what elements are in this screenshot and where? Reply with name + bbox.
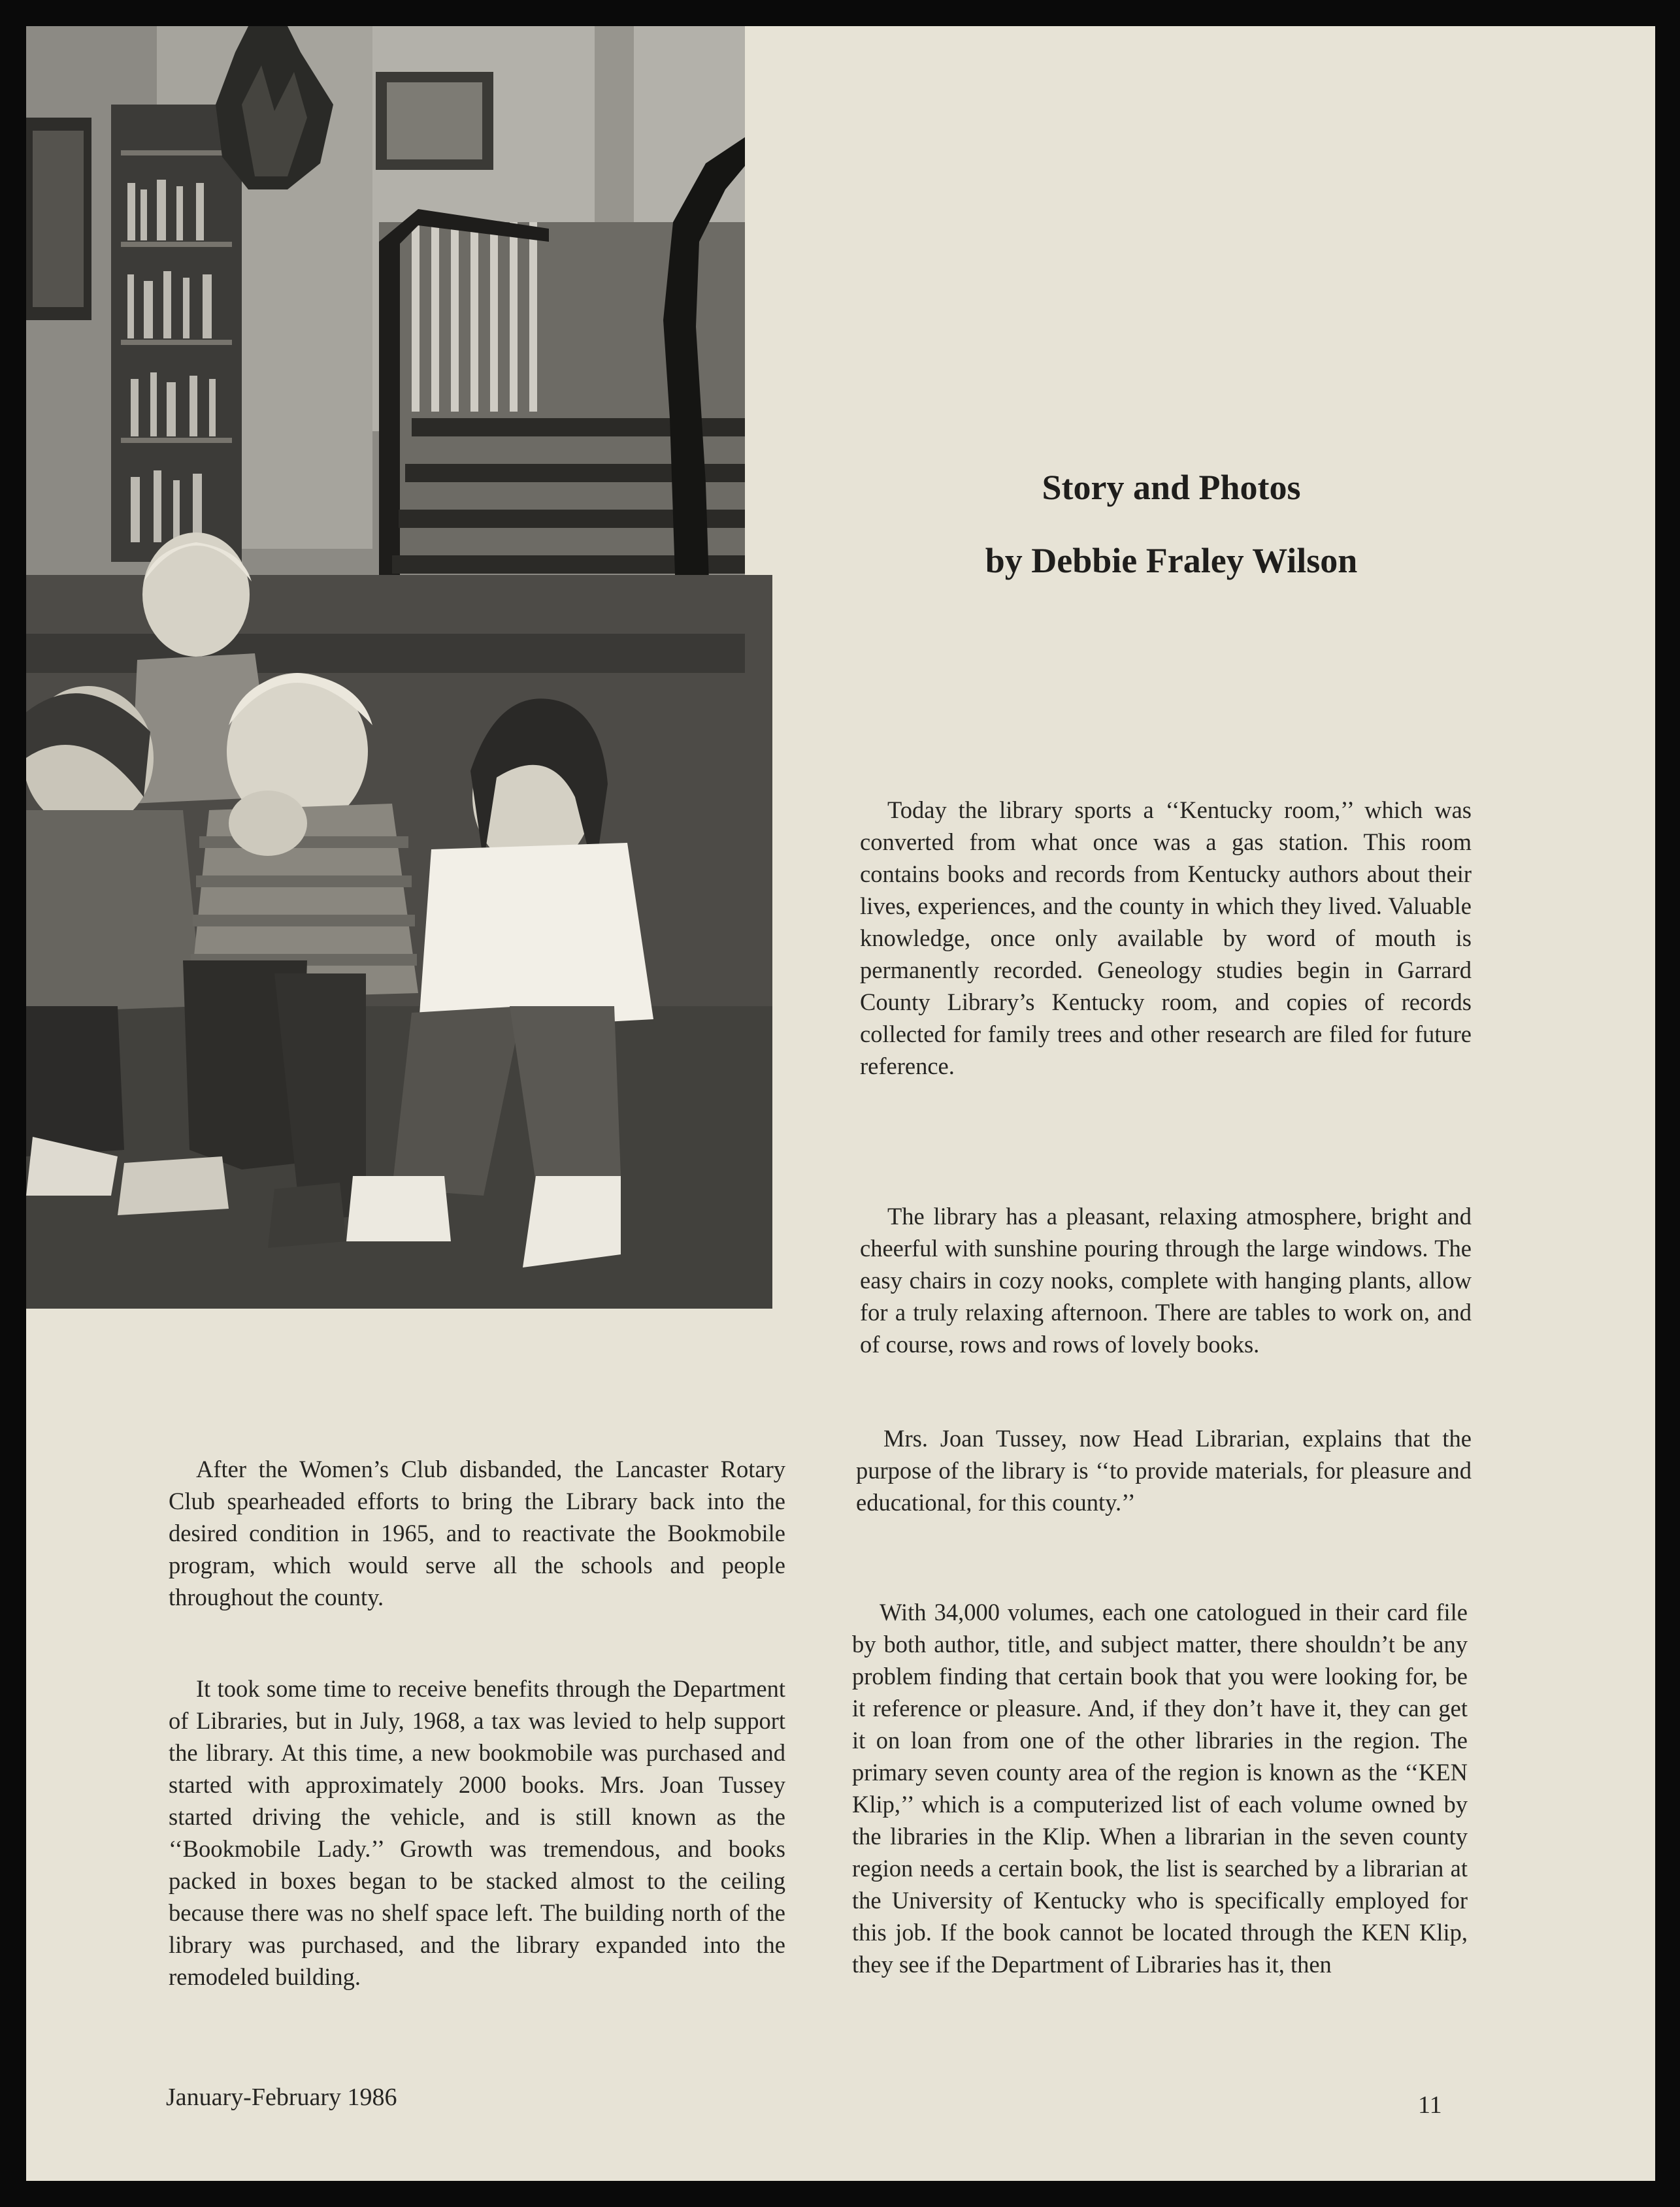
children-library-photo [26, 26, 772, 1309]
paragraph-kentucky-room: Today the library sports a ‘‘Kentucky room,’’ which was converted from what once was a gas station. This room contains books and records from Kentucky authors about their lives, experiences, and the county in which they lived. Valuable knowledge, once only available by word of mouth is permanently recorded. Geneology studies begin in Garrard County Library’s Kentucky room, and copies of records collected for family trees and other research are filed for future reference. [860, 796, 1472, 1079]
magazine-page [26, 26, 1655, 2181]
paragraph-volumes: With 34,000 volumes, each one catologued in their card file by both author, title, and subject matter, there shouldn’t be any problem finding that certain book that you were looking for, be it reference or pleasure. And, if they don’t have it, they can get it on loan from one of the other libraries in the region. The primary seven county area of the region is known as the ‘‘KEN Klip,’’ which is a computerized list of each volume owned by the libraries in the Klip. When a librarian in the seven county region needs a certain book, the list is searched by a librarian at the University of Kentucky who is specifically employed for this job. If the book cannot be located through the KEN Klip, they see if the Department of Libraries has it, then [852, 1599, 1468, 1978]
byline-author: by Debbie Fraley Wilson [985, 541, 1358, 580]
photo-illustration [26, 26, 772, 1309]
paragraph-womens-club: After the Women’s Club disbanded, the Lancaster Rotary Club spearheaded efforts to bring the Library back into the desired condition in 1965, and to reactivate the Bookmobile program, which would serve all the schools and people throughout the county. [169, 1456, 785, 1610]
page-number: 11 [1418, 2091, 1442, 2119]
paragraph-benefits: It took some time to receive benefits through the Department of Libraries, but in July, 1968, a tax was levied to help support the library. At this time, a new bookmobile was purchased and started with approximately 2000 books. Mrs. Joan Tussey started driving the vehicle, and is still known as the ‘‘Bookmobile Lady.’’ Growth was tremendous, and books packed in boxes began to be stacked almost to the ceiling because there was no shelf space left. The building north of the library was purchased, and the library expanded into the remodeled building. [169, 1675, 785, 1990]
paragraph-head-librarian: Mrs. Joan Tussey, now Head Librarian, explains that the purpose of the library is ‘‘to provide materials, for pleasure and educational, for this county.’’ [856, 1425, 1472, 1516]
footer-issue-date: January-February 1986 [166, 2084, 397, 2111]
paragraph-atmosphere: The library has a pleasant, relaxing atmosphere, bright and cheerful with sunshine pouring through the large windows. The easy chairs in cozy nooks, complete with hanging plants, allow for a truly relaxing afternoon. There are tables to work on, and of course, rows and rows of lovely books. [860, 1203, 1472, 1358]
byline-story-and-photos: Story and Photos [1042, 468, 1301, 507]
